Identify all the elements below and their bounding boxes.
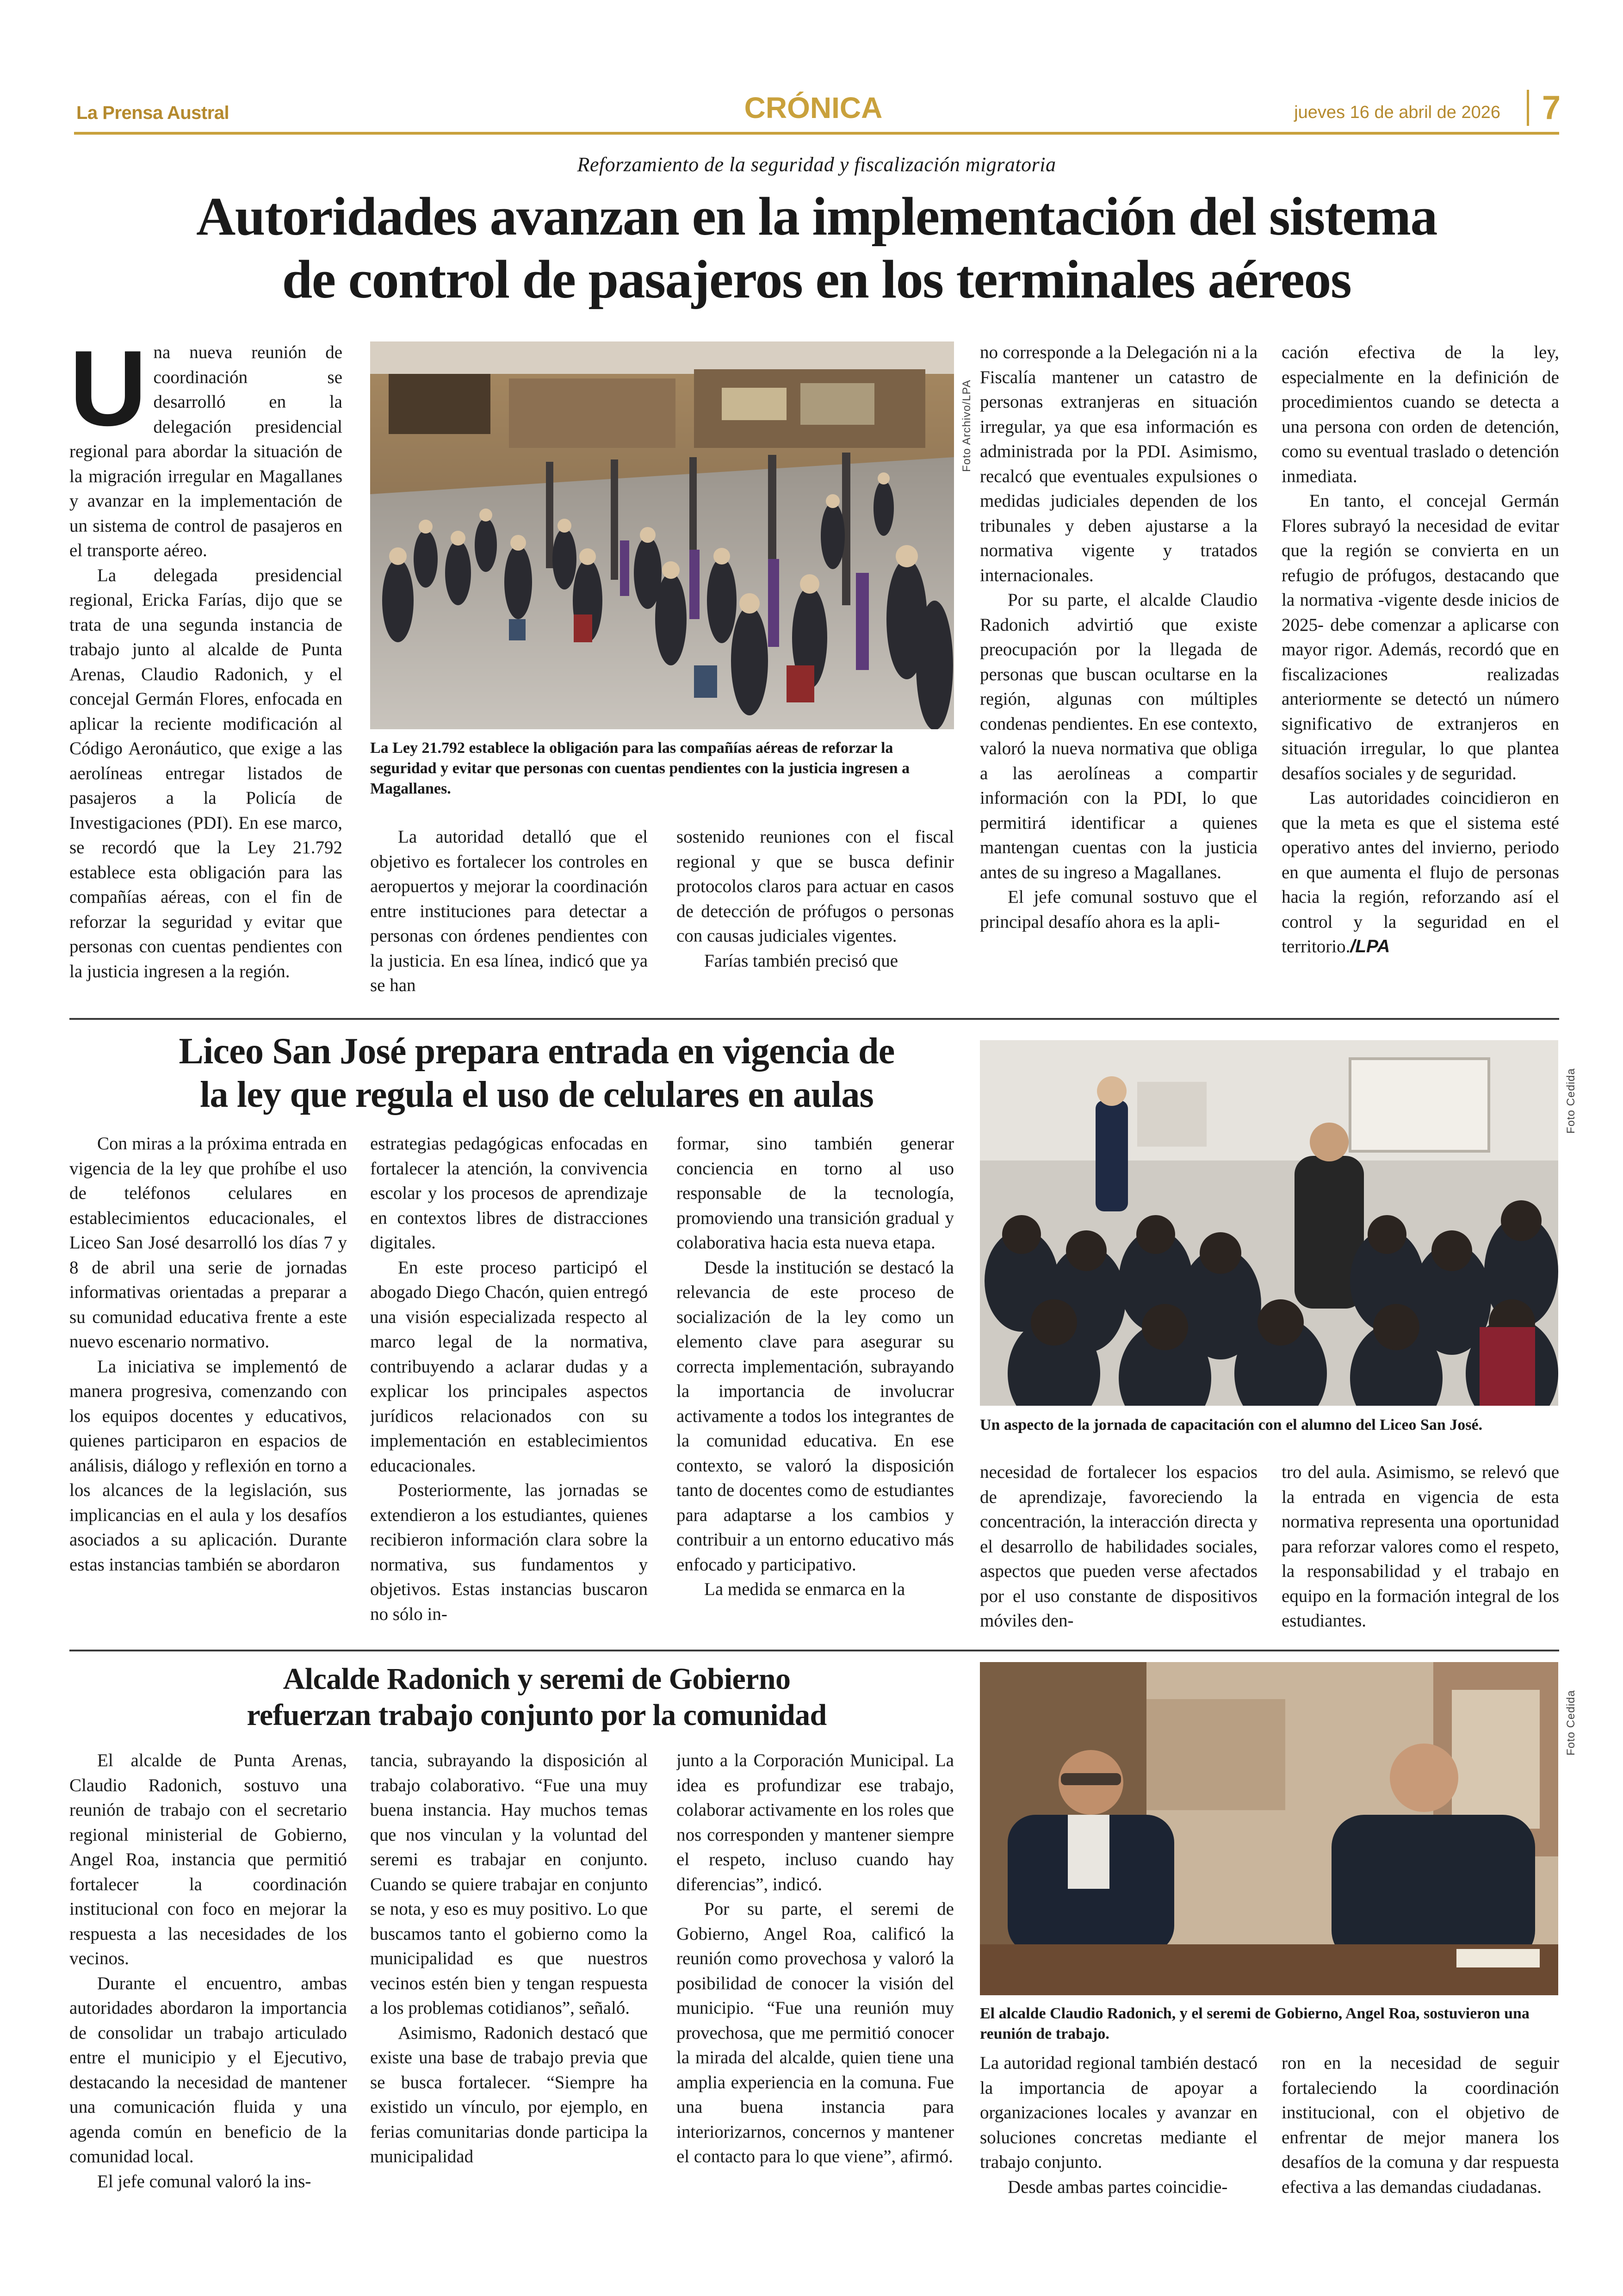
- article3-photo-caption: El alcalde Claudio Radonich, y el seremi de Gobierno, Angel Roa, sostuvieron una reunión de trabajo.: [980, 2005, 1530, 2042]
- article1-column-1: [69, 340, 342, 1011]
- section-name: CRÓNICA: [744, 91, 883, 124]
- meeting-photo: [980, 1662, 1558, 1995]
- article1-headline: [74, 185, 1559, 311]
- article3-paragraph: ron en la necesidad de seguir fortaleciendo la coordinación institucional, con el objetivo de enfrentar de mejor manera los desafíos de la comuna y dar respuesta efectiva a las demandas ciudadanas.: [1282, 2053, 1559, 2197]
- article1-paragraph: Por su parte, el alcalde Claudio Radonich advirtió que existe preocupación por la llegada de personas que buscan ocultarse en la región, algunas con múltiples condenas pendientes. En ese contexto, valoró la nueva normativa que obliga a las aerolíneas a compartir información con la PDI, lo que permitirá identificar a quienes mantengan cuentas con la justicia antes de su ingreso a Magallanes.: [980, 590, 1258, 882]
- article3-headline-line2: refuerzan trabajo conjunto por la comunidad: [247, 1698, 827, 1732]
- article1-paragraph: cación efectiva de la ley, especialmente en la definición de procedimientos cuando se detecta a una persona con orden de detención, como su eventual traslado o detención inmediata.: [1282, 342, 1559, 486]
- article2-paragraph: estrategias pedagógicas enfocadas en fortalecer la atención, la convivencia escolar y los procesos de aprendizaje en contextos libres de distracciones digitales.: [370, 1134, 648, 1253]
- article1-paragraph: na nueva reunión de coordinación se desarrolló en la delegación presidencial regional para abordar la situación de la migración irregular en Magallanes y avanzar en la implementación de un sistema de control de pasajeros en el transporte aéreo.: [69, 342, 342, 560]
- article1-column-5: [1282, 340, 1559, 1011]
- article1-paragraph: El jefe comunal sostuvo que el principal desafío ahora es la apli-: [980, 887, 1258, 932]
- article1-paragraph: La autoridad detalló que el objetivo es fortalecer los controles en aeropuertos y mejorar la coordinación entre instituciones para detectar a personas con órdenes pendientes con la justicia. En esa línea, indicó que ya se han: [370, 827, 648, 995]
- article2-paragraph: La iniciativa se implementó de manera progresiva, comenzando con los equipos docentes y educativos, quienes participaron en espacios de análisis, diálogo y reflexión en torno a los alcances de la legislación, sus implicancias en el aula y los desafíos asociados a su aplicación. Durante estas instancias también se abordaron: [69, 1356, 347, 1575]
- article1-headline-line2: de control de pasajeros en los terminales aéreos: [282, 249, 1351, 310]
- newspaper-brand: La Prensa Austral: [76, 103, 229, 123]
- article3-headline: [74, 1661, 999, 1733]
- airport-terminal-illustration: [370, 341, 954, 729]
- article2-photo-caption: Un aspecto de la jornada de capacitación con el alumno del Liceo San José.: [980, 1416, 1483, 1433]
- article1-paragraph: Farías también precisó que: [704, 950, 898, 971]
- article3-paragraph: junto a la Corporación Municipal. La idea es profundizar ese trabajo, colaborar activamente en los roles que nos corresponden y mantener siempre el respeto, incluso cuando hay diferencias”, indicó.: [676, 1750, 954, 1894]
- article1-paragraph: sostenido reuniones con el fiscal regional y que se busca definir protocolos claros para actuar en casos de detección de prófugos o personas con causas judiciales vigentes.: [676, 827, 954, 946]
- article1-column-3: [676, 825, 954, 1010]
- masthead-rule: [74, 132, 1559, 135]
- article2-column-1: [69, 1131, 347, 1631]
- meeting-illustration: [980, 1662, 1558, 1995]
- article1-photo-credit: Foto Archivo/LPA: [960, 379, 973, 472]
- article2-paragraph: En este proceso participó el abogado Diego Chacón, quien entregó una visión especializada respecto al marco legal de la normativa, contribuyendo a aclarar dudas y a explicar los principales aspectos jurídicos relacionados con su implementación en establecimientos educacionales.: [370, 1257, 648, 1476]
- article3-paragraph: La autoridad regional también destacó la importancia de apoyar a organizaciones locales y avanzar en soluciones concretas mediante el trabajo conjunto.: [980, 2053, 1258, 2172]
- article3-paragraph: Por su parte, el seremi de Gobierno, Angel Roa, calificó la reunión como provechosa y valoró la posibilidad de conocer la visión del municipio. “Fue una reunión muy provechosa, que me permitió conocer la mirada del alcalde, quien tiene una amplia experiencia en la comuna. Fue una buena instancia para interiorizarnos, concernos y mantener el contacto para lo que viene”, afirmó.: [676, 1899, 954, 2166]
- article2-paragraph: formar, sino también generar conciencia en torno al uso responsable de la tecnología, promoviendo una transición gradual y colaborativa hacia esta nueva etapa.: [676, 1134, 954, 1253]
- article1-kicker: Reforzamiento de la seguridad y fiscalización migratoria: [577, 153, 1056, 176]
- article3-paragraph: Asimismo, Radonich destacó que existe una base de trabajo previa que se busca fortalecer. “Siempre ha existido un vínculo, por ejemplo, en ferias comunitarias donde participa la municipalidad: [370, 2023, 648, 2166]
- article2-column-5: [1282, 1460, 1559, 1631]
- article1-paragraph: En tanto, el concejal Germán Flores subrayó la necesidad de evitar que la región se convierta en un refugio de prófugos, destacando que la normativa -vigente desde inicios de 2025- debe comenzar a aplicarse con mayor rigor. Además, recordó que en fiscalizaciones realizadas anteriormente se detectó un número significativo de extranjeros en situación irregular, lo que plantea desafíos sociales y de seguridad.: [1282, 491, 1559, 783]
- article3-column-1: [69, 1748, 347, 2215]
- article1-signature: /LPA: [1350, 937, 1390, 956]
- article3-column-2: [370, 1748, 648, 2215]
- article1-dropcap: U: [69, 340, 147, 448]
- article2-headline-line2: la ley que regula el uso de celulares en aulas: [200, 1074, 873, 1115]
- article3-paragraph: Durante el encuentro, ambas autoridades abordaron la importancia de consolidar un trabajo articulado entre el municipio y el Ejecutivo, destacando la necesidad de mantener una comunicación fluida y una agenda común en beneficio de la comunidad local.: [69, 1973, 347, 2166]
- article2-paragraph: tro del aula. Asimismo, se relevó que la entrada en vigencia de esta normativa representa una oportunidad para reforzar valores como el respeto, la responsabilidad y el trabajo en equipo en la formación integral de los estudiantes.: [1282, 1462, 1559, 1631]
- article2-headline: [74, 1030, 999, 1117]
- classroom-illustration: [980, 1040, 1558, 1406]
- article1-paragraph: no corresponde a la Delegación ni a la Fiscalía mantener un catastro de personas extranjeras en situación irregular, ya que esa información es administrada por la PDI. Asimismo, recalcó que eventuales expulsiones o medidas judiciales dependen de los tribunales y deben ajustarse a la normativa vigente y tratados internacionales.: [980, 342, 1258, 585]
- article2-photo-credit: Foto Cedida: [1565, 1068, 1577, 1134]
- article2-column-3: [676, 1131, 954, 1631]
- article1-column-4: [980, 340, 1258, 1011]
- article3-paragraph: El alcalde de Punta Arenas, Claudio Radonich, sostuvo una reunión de trabajo con el secretario regional ministerial de Gobierno, Angel Roa, instancia que permitió fortalecer la coordinación institucional con foco en mejorar la respuesta a las necesidades de los vecinos.: [69, 1750, 347, 1968]
- airport-terminal-photo: [370, 341, 954, 729]
- article2-paragraph: La medida se enmarca en la: [704, 1579, 905, 1599]
- article2-paragraph: Desde la institución se destacó la relevancia de este proceso de socialización de la ley como un elemento clave para asegurar su correcta implementación, subrayando la importancia de involucrar activamente a todos los integrantes de la comunidad educativa. En ese contexto, se valoró la disposición tanto de docentes como de estudiantes para adaptarse a los cambios y contribuir a un entorno educativo más enfocado y participativo.: [676, 1257, 954, 1575]
- article1-closing-text: Las autoridades coincidieron en que la meta es que el sistema esté operativo antes del invierno, periodo en que aumenta el flujo de personas hacia la región, reforzando así el control y la seguridad en el territorio.: [1282, 788, 1559, 956]
- article1-paragraph: [1282, 786, 1559, 959]
- article3-photo-credit: Foto Cedida: [1565, 1690, 1577, 1756]
- article2-column-2: [370, 1131, 648, 1631]
- issue-date: jueves 16 de abril de 2026: [1294, 103, 1500, 122]
- article1-headline-line1: Autoridades avanzan en la implementación del sistema: [196, 186, 1437, 247]
- article2-paragraph: necesidad de fortalecer los espacios de aprendizaje, favoreciendo la concentración, la interacción directa y el desarrollo de habilidades sociales, aspectos que pueden verse afectados por el uso constante de dispositivos móviles den-: [980, 1462, 1258, 1631]
- article-divider: [69, 1018, 1559, 1020]
- article-divider: [69, 1650, 1559, 1651]
- classroom-photo: [980, 1040, 1558, 1406]
- page-number: 7: [1527, 90, 1561, 126]
- article2-headline-line1: Liceo San José prepara entrada en vigencia de: [179, 1031, 895, 1072]
- article1-photo-caption: La Ley 21.792 establece la obligación para las compañías aéreas de reforzar la seguridad y evitar que personas con cuentas pendientes con la justicia ingresen a Magallanes.: [370, 739, 910, 797]
- article2-paragraph: Posteriormente, las jornadas se extendieron a los estudiantes, quienes recibieron información clara sobre la normativa, sus fundamentos y objetivos. Estas instancias buscaron no sólo in-: [370, 1480, 648, 1624]
- article1-column-2: [370, 825, 648, 1010]
- article3-column-3: [676, 1748, 954, 2215]
- article3-paragraph: El jefe comunal valoró la ins-: [97, 2171, 311, 2191]
- article3-paragraph: Desde ambas partes coincidie-: [1008, 2177, 1228, 2197]
- article1-paragraph: La delegada presidencial regional, Ericka Farías, dijo que se trata de una segunda instancia de trabajo junto al alcalde de Punta Arenas, Claudio Radonich, y el concejal Germán Flores, enfocada en aplicar la reciente modificación al Código Aeronáutico, que exige a las aerolíneas entregar listados de pasajeros a la Policía de Investigaciones (PDI). En ese marco, se recordó que la Ley 21.792 establece esta obligación para las compañías aéreas, con el fin de reforzar la seguridad y evitar que personas con cuentas pendientes con la justicia ingresen a la región.: [69, 565, 342, 981]
- article3-column-5: [1282, 2051, 1559, 2217]
- article2-paragraph: Con miras a la próxima entrada en vigencia de la ley que prohíbe el uso de teléfonos celulares en establecimientos educacionales, el Liceo San José desarrolló los días 7 y 8 de abril una serie de jornadas informativas orientadas a preparar a su comunidad educativa frente a este nuevo escenario normativo.: [69, 1134, 347, 1352]
- article3-column-4: [980, 2051, 1258, 2217]
- article3-headline-line1: Alcalde Radonich y seremi de Gobierno: [283, 1662, 791, 1696]
- article2-column-4: [980, 1460, 1258, 1631]
- article3-paragraph: tancia, subrayando la disposición al trabajo colaborativo. “Fue una muy buena instancia. Hay muchos temas que nos vinculan y la voluntad del seremi es trabajar en conjunto. Cuando se quiere trabajar en conjunto se nota, y eso es muy positivo. Lo que buscamos tanto el gobierno como la municipalidad es que nuestros vecinos estén bien y tengan respuesta a los problemas cotidianos”, señaló.: [370, 1750, 648, 2018]
